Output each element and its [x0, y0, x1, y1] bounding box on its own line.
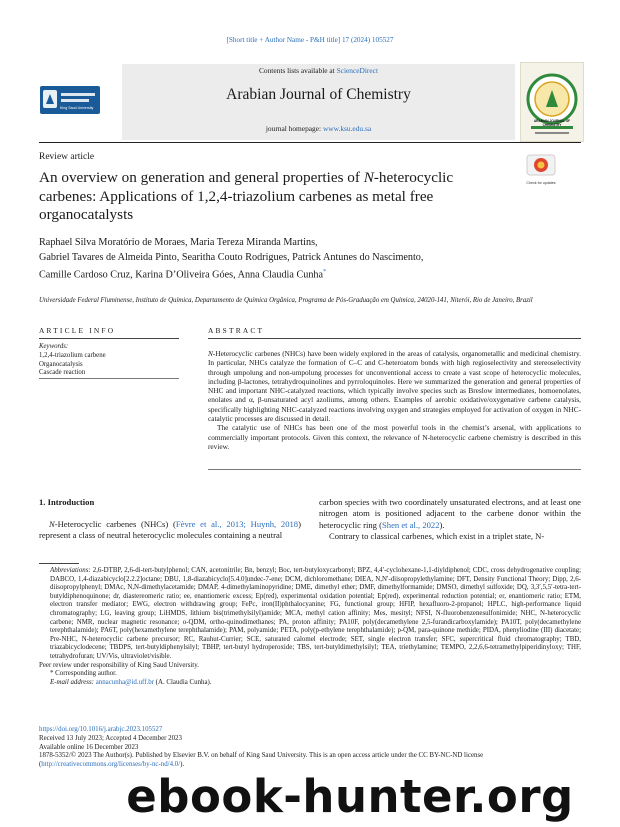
watermark: ebook-hunter.org: [126, 770, 574, 823]
journal-cover-logo: [520, 62, 584, 142]
abstract-paragraph-2: The catalytic use of NHCs has been one of the most powerful tools in the chemist’s arsenal, with applications to commercially important protocols. Given this context, the relevance of N-heterocyclic carbene chemistry is described in this review.: [208, 423, 581, 451]
keyword-item: 1,2,4-triazolium carbene: [39, 351, 106, 359]
abbreviations-text: 2,6-DTBP, 2,6-di-tert-butylphenol; CAN, acetonitrile; Bn, benzyl; Boc, tert-butyloxycarbonyl; BPZ, 4,4′-cyclohexane-1,1-diyldiphenol; CDC, cross dehydrogenative coupling; DABCO, 1,4-diazabicyclo[2.2.2]octane; DBU, 1,8-diazabicyclo[5.4.0]undec-7-ene; DCM, dichloromethane; DIEA, N,N′-diisopropylethylamine; DFT, Density Functional Theory; Dipp, 2,6-diisopropylphenyl; DMAc, N,N-dimethylacetamide; DMAP, 4-dimethylaminopyridine; DME, dimethyl ether; DMF, dimethylformamide; DMSO, dimethyl sulfoxide; DQ, 3,3′,5,5′-tetra-tert-butyldiphenoquinone; dr, diastereomeric ratio; ee, enantiomeric excess; Ep(red), experimental oxidation potential; Ep(red), experimental reduction potential; er, enantiomeric ratio; ETM, electron transfer mediator; EWG, electron withdrawing group; FePc, iron(II)phthalocyanine; FG, functional group; HFIP, hexafluoro-2-propanol; HPLC, high-performance liquid chromatography; LG, leaving group; LiHMDS, lithium bis(trimethylsilyl)amide; MCA, methyl cation affinity; Mes, mesityl; NFSI, N-fluorobenzenesulfonimide; NHC, N-heterocyclic carbene; NMR, nuclear magnetic resonance; o-QDM, ortho-quinodimethanes; PA, proton affinity; PA10F, poly(decamethylene 2,5-furandicarboxylamide); PA10T, poly(decamethylene terephthalamide); PA6T, poly(hexamethylene terephthalamide); PAM, polyamide; PETA, poly(p-ethylene terephthalamide); p-QM, para-quinone methide; PIDA, phenyliodine (III) diacetate; Pre-NHC, N-heterocyclic carbene precursor; RC, Rauhut-Currier; SCE, saturated calomel electrode; SET, single electron transfer; SFC, supercritical fluid chromatography; TBD, triazabicyclodecene; TBDPS, tert-butyldiphenylsilyl; TBHP, tert-butyl hydroperoxide; TBS, tert-butyldimethylsilyl; TEA, triethylamine; TEMPO, 2,2,6,6-tetramethylpiperidinyloxy; THF, tetrahydrofuran; UV/Vis, ultraviolet/visible.: [50, 567, 581, 660]
abstract-paragraph-1: [208, 349, 581, 423]
license-link[interactable]: http://creativecommons.org/licenses/by-nc-nd/4.0/: [41, 761, 181, 769]
keyword-item: Cascade reaction: [39, 369, 86, 377]
abstract-italic: N: [208, 349, 213, 358]
email-label: E-mail address:: [50, 678, 96, 686]
contents-prefix: Contents lists available at: [258, 66, 337, 75]
homepage-link[interactable]: www.ksu.edu.sa: [322, 124, 372, 133]
license-b: ).: [180, 761, 185, 769]
header-rule: [39, 142, 581, 143]
title-part1: An overview on generation and general properties of: [39, 169, 364, 186]
check-updates-icon: [526, 154, 556, 176]
citation-link[interactable]: Fèvre et al., 2013; Huynh, 2018: [175, 519, 299, 529]
intro-right-para-2: Contrary to classical carbenes, which exist in a triplet state, N-: [329, 531, 545, 542]
abbreviations-footnote: [50, 567, 581, 662]
abstract-p1-text: -Heterocyclic carbenes (NHCs) have been widely explored in the areas of catalysis, organometallic and medicinal chemistry. In particular, NHCs catalyze the formation of C–C and C-heteroatom bonds with high regioselectivity and stereoselectivity through umpolung and non-umpolung processes for unconventional access to create a vast scope of heterocyclic molecules, including β-lactones, tetrahydroquinolines and pyrroloquinoles. Here we summarized the generation and general properties of NHC and important NHC-catalyzed reactions, which typically involve species such as Breslow intermediates, homoenolates, enolates and α, β-unsaturated acyl azoliums, among others. Examples of aerobic oxidative/oxygenative carbene catalysis, specifically highlighting NHC-catalyzed reactions involving oxygen and strategies employed for activation of oxygen in NHC-catalytic processes are discussed in detail.: [208, 349, 581, 424]
doi-link[interactable]: https://doi.org/10.1016/j.arabjc.2023.105527: [39, 726, 163, 733]
left-logo-caption: King Saud University: [60, 106, 94, 110]
intro-left-a: -Heterocyclic carbenes (NHCs) (: [54, 519, 176, 529]
article-type: Review article: [39, 152, 95, 162]
keywords-block: [39, 343, 179, 378]
keywords-label: Keywords:: [39, 343, 69, 350]
footnotes: [39, 567, 581, 687]
abstract-rule: [208, 338, 581, 339]
publication-info: [39, 726, 579, 770]
citation-link[interactable]: Shen et al., 2022: [382, 519, 440, 530]
title-part2: -heterocyclic carbenes: Applications of 1,2,4-triazolium carbenes as metal free organocatalysts: [39, 169, 454, 224]
keyword-item: Organocatalysis: [39, 360, 83, 368]
running-head: [Short title + Author Name - P&H title] 17 (2024) 105527: [226, 36, 394, 44]
online-date: Available online 16 December 2023: [39, 743, 139, 751]
check-for-updates-button[interactable]: [526, 154, 556, 186]
article-title: [39, 169, 509, 225]
intro-right-para-1: [319, 497, 581, 531]
contents-line: [122, 66, 515, 75]
email-note: [50, 679, 581, 688]
abstract-end-rule: [208, 469, 581, 470]
journal-homepage: [122, 124, 515, 133]
intro-left-b: ) represent a class of neutral heterocyclic molecules containing a neutral: [39, 519, 301, 541]
right-logo-caption: ARABIAN JOURNAL OF CHEMISTRY: [533, 119, 571, 127]
section-heading: 1. Introduction: [39, 497, 95, 507]
license-a: 1878-5352/© 2023 The Author(s). Published by Elsevier B.V. on behalf of King Saud University. This is an open access article under the CC BY-NC-ND license (: [39, 752, 484, 769]
chemistry-society-icon: [521, 63, 583, 141]
license-text: [39, 752, 579, 770]
keywords-rule: [39, 378, 179, 379]
intro-left-column: [39, 519, 301, 542]
affiliation: Universidade Federal Fluminense, Instituto de Química, Departamento de Química Orgânica, Programa de Pós-Graduação em Química, 24020-141, Niterói, Rio de Janeiro, Brazil: [39, 297, 533, 304]
authors-line-3: Camille Cardoso Cruz, Karina D’Oliveira Góes, Anna Claudia Cunha: [39, 269, 324, 281]
intro-right-column: [319, 497, 581, 543]
homepage-prefix: journal homepage:: [265, 124, 323, 133]
check-updates-label: Check for updates: [526, 181, 556, 185]
received-dates: Received 13 July 2023; Accepted 4 December 2023: [39, 734, 182, 742]
corresponding-author-mark[interactable]: *: [323, 269, 327, 276]
king-saud-logo: [40, 86, 100, 114]
author-list: [39, 236, 579, 283]
abstract-heading: ABSTRACT: [208, 326, 265, 335]
footnote-rule: [39, 563, 79, 564]
intro-italic: N: [49, 519, 55, 529]
corresponding-author-note: * Corresponding author.: [50, 670, 117, 678]
sciencedirect-link[interactable]: ScienceDirect: [336, 66, 379, 75]
email-name: (A. Claudia Cunha).: [153, 678, 212, 686]
authors-line-2: Gabriel Tavares de Almeida Pinto, Searitha Couto Rodrigues, Patrick Antunes do Nascimento,: [39, 251, 424, 263]
article-info-heading: ARTICLE INFO: [39, 326, 116, 335]
abbreviations-label: Abbreviations:: [50, 567, 91, 574]
email-link[interactable]: annacunha@id.uff.br: [95, 678, 154, 686]
article-info-rule: [39, 338, 179, 339]
intro-right-a: carbon species with two coordinately unsaturated electrons, and at least one nitrogen atom is positioned adjacent to the carbene donor within the heterocyclic ring (: [319, 497, 581, 530]
abstract-body: [208, 349, 581, 451]
journal-name: Arabian Journal of Chemistry: [226, 86, 411, 103]
peer-review-note: Peer review under responsibility of King Saud University.: [39, 661, 199, 669]
title-italic: N: [363, 169, 374, 186]
intro-right-b: ).: [439, 519, 445, 530]
authors-line-1: Raphael Silva Moratório de Moraes, Maria Tereza Miranda Martins,: [39, 237, 318, 248]
